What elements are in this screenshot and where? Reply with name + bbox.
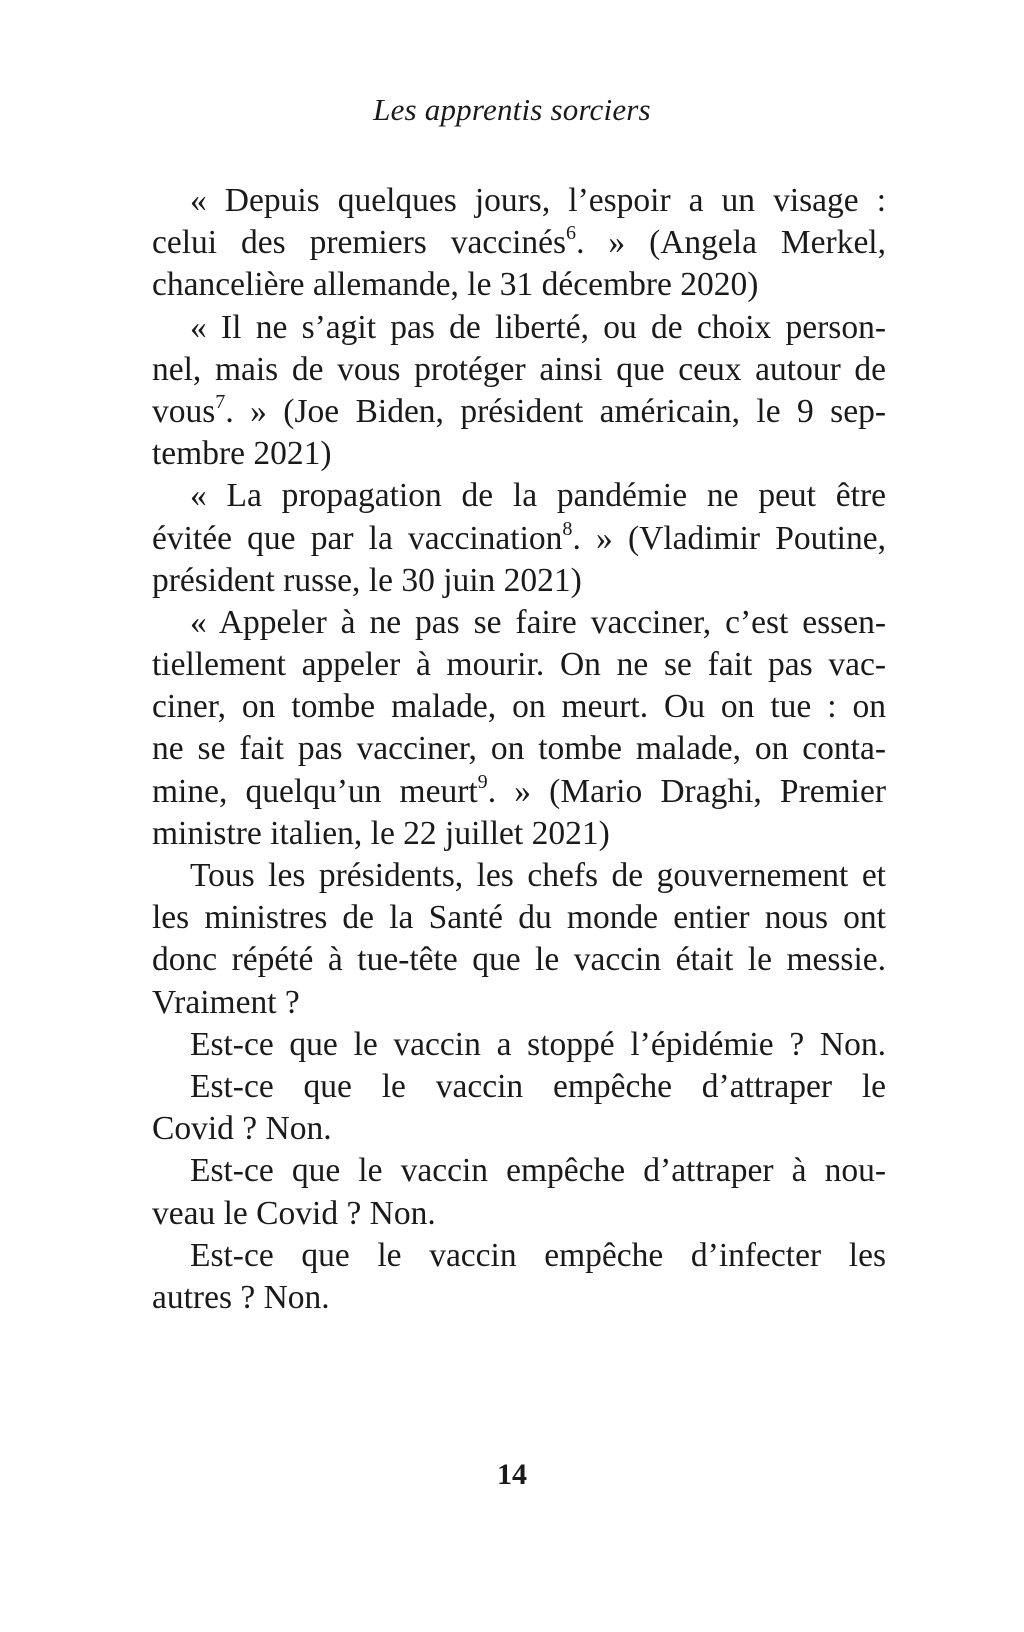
text-line xyxy=(152,1066,886,1108)
body-paragraph xyxy=(152,1066,886,1150)
text-line xyxy=(152,307,886,349)
text-line xyxy=(152,686,886,728)
body-paragraph xyxy=(152,1150,886,1234)
line-text: mine, quelqu’un meurt xyxy=(152,772,478,810)
quotation-paragraph xyxy=(152,602,886,855)
line-text: Est-ce que le vaccin empêche d’infecter les xyxy=(190,1236,886,1274)
text-line xyxy=(152,1150,886,1192)
line-text-continued: . » (Mario Draghi, Premier xyxy=(487,772,886,810)
text-line xyxy=(152,771,886,813)
line-text: Covid ? Non. xyxy=(152,1110,332,1148)
text-line xyxy=(152,391,886,433)
line-text-continued: . » (Angela Merkel, xyxy=(576,224,886,262)
line-text: veau le Covid ? Non. xyxy=(152,1194,436,1232)
text-line xyxy=(152,1024,886,1066)
text-line xyxy=(152,982,886,1024)
text-line xyxy=(152,1235,886,1277)
text-line xyxy=(152,855,886,897)
body-paragraph xyxy=(152,1024,886,1066)
text-line xyxy=(152,180,886,222)
text-line xyxy=(152,1277,886,1319)
text-line xyxy=(152,264,886,306)
line-text: ne se fait pas vacciner, on tombe malade, on conta- xyxy=(152,730,886,768)
line-text: « Appeler à ne pas se faire vacciner, c’est essen- xyxy=(190,603,886,641)
text-line xyxy=(152,602,886,644)
body-text xyxy=(152,180,886,1319)
line-text: ministre italien, le 22 juillet 2021) xyxy=(152,814,610,852)
text-line xyxy=(152,897,886,939)
line-text: ciner, on tombe malade, on meurt. Ou on tue : on xyxy=(152,688,886,726)
line-text: tembre 2021) xyxy=(152,435,332,473)
body-paragraph xyxy=(152,855,886,1024)
line-text-continued: . » (Joe Biden, président américain, le 9 sep- xyxy=(225,392,886,430)
text-line xyxy=(152,644,886,686)
line-text: donc répété à tue-tête que le vaccin était le messie. xyxy=(152,941,886,979)
line-text: « Il ne s’agit pas de liberté, ou de choix person- xyxy=(190,308,886,346)
footnote-marker: 9 xyxy=(477,770,488,793)
line-text: « Depuis quelques jours, l’espoir a un visage : xyxy=(190,182,886,219)
line-text-continued: . » (Vladimir Poutine, xyxy=(572,519,886,557)
body-paragraph xyxy=(152,1235,886,1319)
line-text: les ministres de la Santé du monde entier nous ont xyxy=(152,899,886,937)
line-text: Est-ce que le vaccin a stoppé l’épidémie ? Non. xyxy=(190,1025,886,1063)
line-text: « La propagation de la pandémie ne peut être xyxy=(190,477,886,515)
footnote-marker: 7 xyxy=(215,390,226,413)
text-line xyxy=(152,349,886,391)
page-number: 14 xyxy=(497,1458,527,1491)
line-text: évitée que par la vaccination xyxy=(152,519,563,557)
line-text: vous xyxy=(152,392,216,430)
line-text: chancelière allemande, le 31 décembre 2020) xyxy=(152,266,759,304)
line-text: Est-ce que le vaccin empêche d’attraper le xyxy=(190,1067,886,1105)
line-text: Est-ce que le vaccin empêche d’attraper à nou- xyxy=(190,1152,886,1190)
line-text: tiellement appeler à mourir. On ne se fait pas vac- xyxy=(152,646,886,684)
line-text: nel, mais de vous protéger ainsi que ceux autour de xyxy=(152,350,886,388)
text-line xyxy=(152,728,886,770)
quotation-paragraph xyxy=(152,475,886,602)
text-line xyxy=(152,433,886,475)
quotation-paragraph xyxy=(152,180,886,307)
text-line xyxy=(152,1193,886,1235)
quotation-paragraph xyxy=(152,307,886,476)
text-line xyxy=(152,939,886,981)
line-text: Tous les présidents, les chefs de gouvernement et xyxy=(190,857,886,894)
text-line xyxy=(152,560,886,602)
running-head: Les apprentis sorciers xyxy=(373,92,651,127)
line-text: autres ? Non. xyxy=(152,1278,330,1316)
footnote-marker: 6 xyxy=(566,222,577,245)
text-line xyxy=(152,222,886,264)
footnote-marker: 8 xyxy=(562,517,573,540)
line-text: président russe, le 30 juin 2021) xyxy=(152,561,582,599)
text-line xyxy=(152,1108,886,1150)
text-line xyxy=(152,475,886,517)
text-line xyxy=(152,518,886,560)
line-text: Vraiment ? xyxy=(152,983,300,1021)
line-text: celui des premiers vaccinés xyxy=(152,224,567,262)
text-line xyxy=(152,813,886,855)
